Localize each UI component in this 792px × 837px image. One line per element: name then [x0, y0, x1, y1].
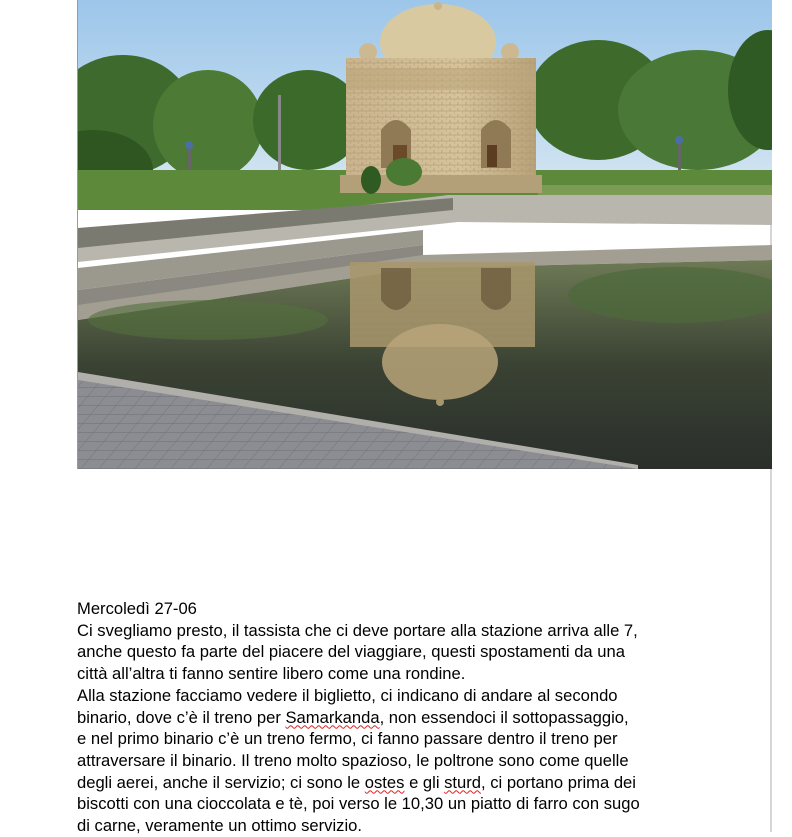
paragraph-1-line: anche questo fa parte del piacere del viaggiare, questi spostamenti da una — [77, 642, 625, 662]
document-text — [77, 598, 767, 837]
date-heading: Mercoledì 27-06 — [77, 599, 197, 618]
paragraph-2-line: attraversare il binario. Il treno molto spazioso, le poltrone sono come quelle — [77, 750, 629, 770]
photo-image — [78, 0, 772, 469]
misspelled-word[interactable]: sturd — [444, 772, 482, 792]
mausoleum-photo — [77, 0, 772, 469]
misspelled-word[interactable]: ostes — [364, 772, 405, 792]
paragraph-2-text: degli aerei, anche il servizio; ci sono le — [77, 772, 365, 792]
page-margin — [772, 0, 792, 832]
paragraph-2-text: e gli — [404, 772, 445, 792]
paragraph-2-line: di carne, veramente un ottimo servizio. — [77, 816, 362, 836]
paragraph-2-line: Alla stazione facciamo vedere il biglietto, ci indicano di andare al secondo — [77, 685, 618, 705]
paragraph-2-line: e nel primo binario c’è un treno fermo, ci fanno passare dentro il treno per — [77, 729, 618, 749]
misspelled-word[interactable]: Samarkanda — [285, 707, 380, 727]
paragraph-2 — [77, 685, 767, 837]
paragraph-2-text: , non essendoci il sottopassaggio, — [379, 707, 629, 727]
paragraph-2-text: binario, dove c’è il treno per — [77, 707, 286, 727]
paragraph-2-line: biscotti con una cioccolata e tè, poi verso le 10,30 un piatto di farro con sugo — [77, 794, 640, 814]
paragraph-1-line: Ci svegliamo presto, il tassista che ci deve portare alla stazione arriva alle 7, — [77, 620, 638, 640]
paragraph-2-text: , ci portano prima dei — [481, 772, 636, 792]
paragraph-1 — [77, 620, 767, 685]
paragraph-1-line: città all’altra ti fanno sentire libero come una rondine. — [77, 664, 466, 684]
